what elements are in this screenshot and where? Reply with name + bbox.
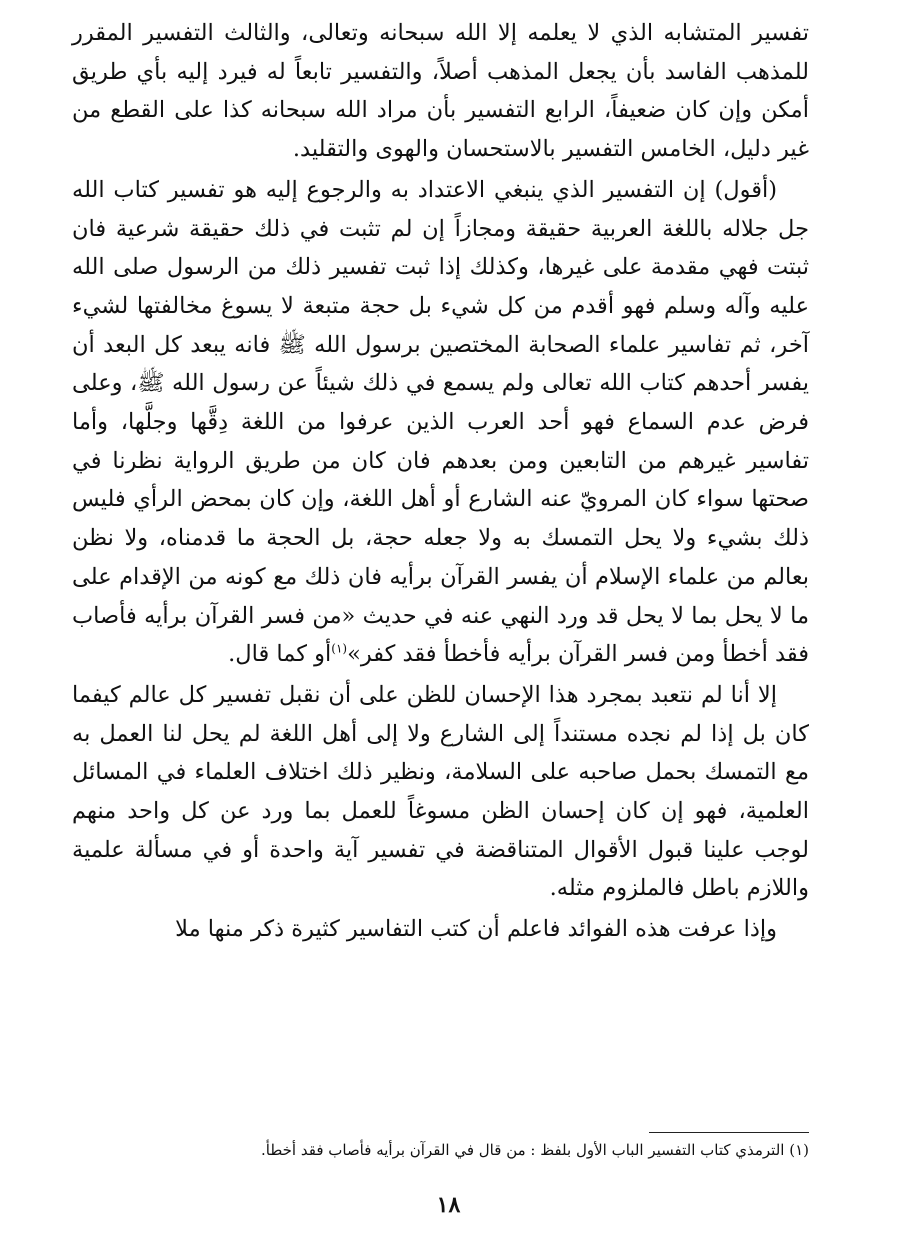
paragraph-2-text: (أقول) إن التفسير الذي ينبغي الاعتداد به والرجوع إليه هو تفسير كتاب الله جل جلاله باللغة العربية حقيقة ومجازاً إن لم تثبت في ذلك حقيقة شرعية فان ثبتت فهي مقدمة على غيرها، وكذلك إذا ثبت تفسير ذلك من الرسول صلى الله عليه وآله وسلم فهو أقدم من كل شيء بل حجة متبعة لا يسوغ مخالفتها لشيء آخر، ثم تفاسير علماء الصحابة المختصين برسول الله ﷺ فانه يبعد كل البعد أن يفسر أحدهم كتاب الله تعالى ولم يسمع في ذلك شيئاً عن رسول الله ﷺ، وعلى فرض عدم السماع فهو أحد العرب الذين عرفوا من اللغة دِقَّها وجلَّها، وأما تفاسير غيرهم من التابعين ومن بعدهم فان كان من طريق الرواية نظرنا في صحتها سواء كان المرويّ عنه الشارع أو أهل اللغة، وإن كان بمحض الرأي فليس ذلك بشيء ولا يحل التمسك به ولا جعله حجة، بل الحجة ما قدمناه، ولا نظن بعالم من علماء الإسلام أن يفسر القرآن برأيه فان ذلك مع كونه من الإقدام على ما لا يحل بما لا يحل قد ورد النهي عنه في حديث «من فسر القرآن برأيه فأصاب فقد أخطأ ومن فسر القرآن برأيه فأخطأ فقد كفر»	[72, 176, 809, 668]
footnote: (١) الترمذي كتاب التفسير الباب الأول بلفظ : من قال في القرآن برأيه فأصاب فقد أخطأ.	[261, 1141, 809, 1159]
paragraph-4: وإذا عرفت هذه الفوائد فاعلم أن كتب التفاسير كثيرة ذكر منها ملا	[175, 916, 777, 943]
paragraph-1: تفسير المتشابه الذي لا يعلمه إلا الله سبحانه وتعالى، والثالث التفسير المقرر للمذهب الفاسد بأن يجعل المذهب أصلاً، والتفسير تابعاً له فيرد إليه بأي طريق أمكن وإن كان ضعيفاً، الرابع التفسير بأن مراد الله سبحانه كذا على القطع من غير دليل، الخامس التفسير بالاستحسان والهوى والتقليد.	[72, 20, 809, 163]
page-body	[72, 14, 809, 951]
paragraph-2-ending: أو كما قال.	[228, 641, 332, 668]
paragraph-3: إلا أنا لم نتعبد بمجرد هذا الإحسان للظن على أن نقبل تفسير كل عالم كيفما كان بل إذا لم نجده مستنداً إلى الشارع ولا إلى أهل اللغة لم يحل لنا العمل به مع التمسك بحمل صاحبه على السلامة، ونظير ذلك اختلاف العلماء في المسائل العلمية، فهو إن كان إحسان الظن مسوغاً للعمل بما ورد عن كل واحد منهم لوجب علينا قبول الأقوال المتناقضة في تفسير آية واحدة أو في مسألة علمية واللازم باطل فالملزوم مثله.	[72, 681, 809, 902]
footnote-reference-1: (١)	[331, 641, 348, 656]
page-number: ١٨	[436, 1192, 461, 1218]
footnote-divider	[649, 1132, 809, 1133]
paragraph-2	[72, 171, 809, 674]
